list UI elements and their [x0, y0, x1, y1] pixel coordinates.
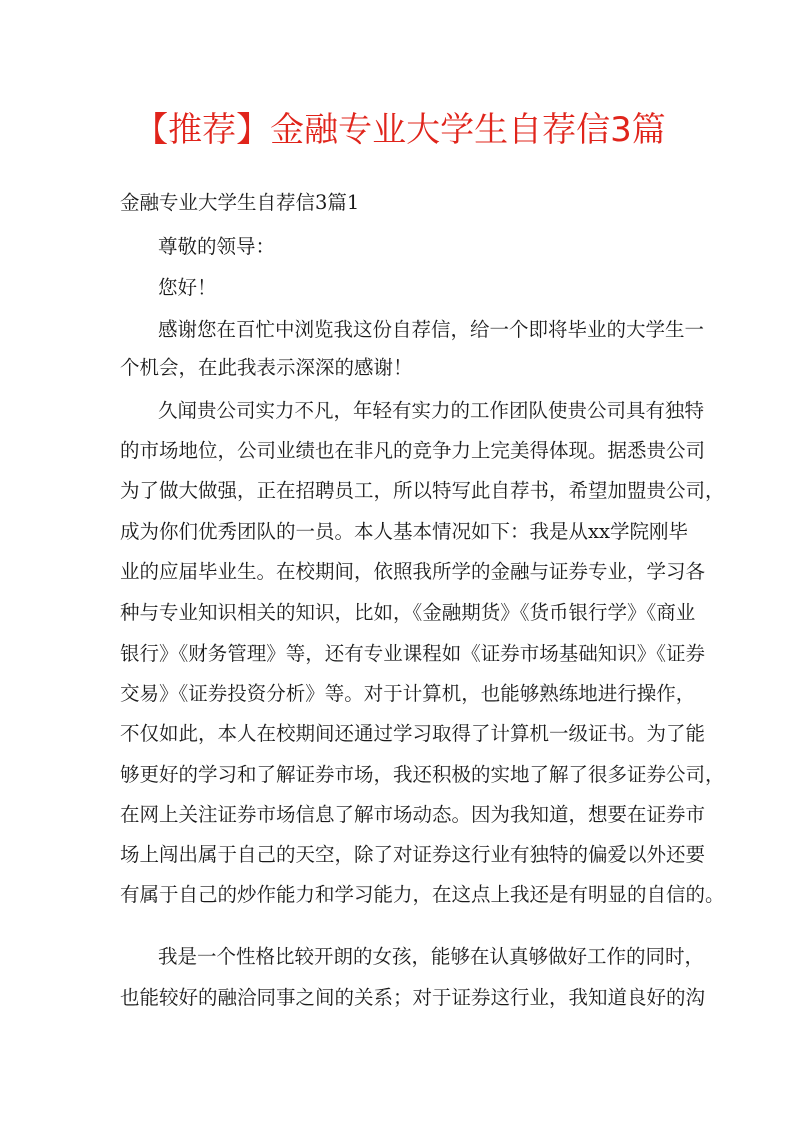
paragraph-line: 也能较好的融洽同事之间的关系；对于证券这行业，我知道良好的沟 — [120, 986, 706, 1009]
paragraph-line: 久闻贵公司实力不凡，年轻有实力的工作团队使贵公司具有独特 — [158, 399, 705, 422]
paragraph-line: 银行》《财务管理》等，还有专业课程如《证券市场基础知识》《证券 — [120, 642, 706, 665]
paragraph-line: 为了做大做强，正在招聘员工，所以特写此自荐书，希望加盟贵公司， — [120, 479, 725, 502]
paragraph-line: 业的应届毕业生。在校期间，依照我所学的金融与证券专业，学习各 — [120, 560, 706, 583]
paragraph-line: 我是一个性格比较开朗的女孩，能够在认真够做好工作的同时， — [158, 945, 705, 968]
paragraph-line: 种与专业知识相关的知识，比如，《金融期货》《货币银行学》《商业 — [120, 601, 696, 624]
salutation: 尊敬的领导： — [158, 235, 276, 258]
paragraph-line: 感谢您在百忙中浏览我这份自荐信，给一个即将毕业的大学生一 — [158, 318, 705, 341]
paragraph-line: 不仅如此，本人在校期间还通过学习取得了计算机一级证书。为了能 — [120, 722, 706, 745]
paragraph-line: 够更好的学习和了解证券市场，我还积极的实地了解了很多证券公司， — [120, 763, 725, 786]
paragraph-line: 交易》《证券投资分析》等。对于计算机，也能够熟练地进行操作， — [120, 682, 696, 705]
paragraph-line: 有属于自己的炒作能力和学习能力，在这点上我还是有明显的自信的。 — [120, 883, 725, 906]
paragraph-line: 成为你们优秀团队的一员。本人基本情况如下：我是从xx学院刚毕 — [120, 520, 688, 543]
document-title: 【推荐】金融专业大学生自荐信3篇 — [134, 110, 666, 150]
paragraph-line: 的市场地位，公司业绩也在非凡的竞争力上完美得体现。据悉贵公司 — [120, 439, 706, 462]
paragraph-line: 个机会，在此我表示深深的感谢！ — [120, 356, 413, 379]
greeting: 您好！ — [158, 276, 217, 299]
section-heading: 金融专业大学生自荐信3篇1 — [120, 191, 360, 214]
paragraph-line: 在网上关注证券市场信息了解市场动态。因为我知道，想要在证券市 — [120, 803, 706, 826]
paragraph-line: 场上闯出属于自己的天空，除了对证券这行业有独特的偏爱以外还要 — [120, 843, 706, 866]
